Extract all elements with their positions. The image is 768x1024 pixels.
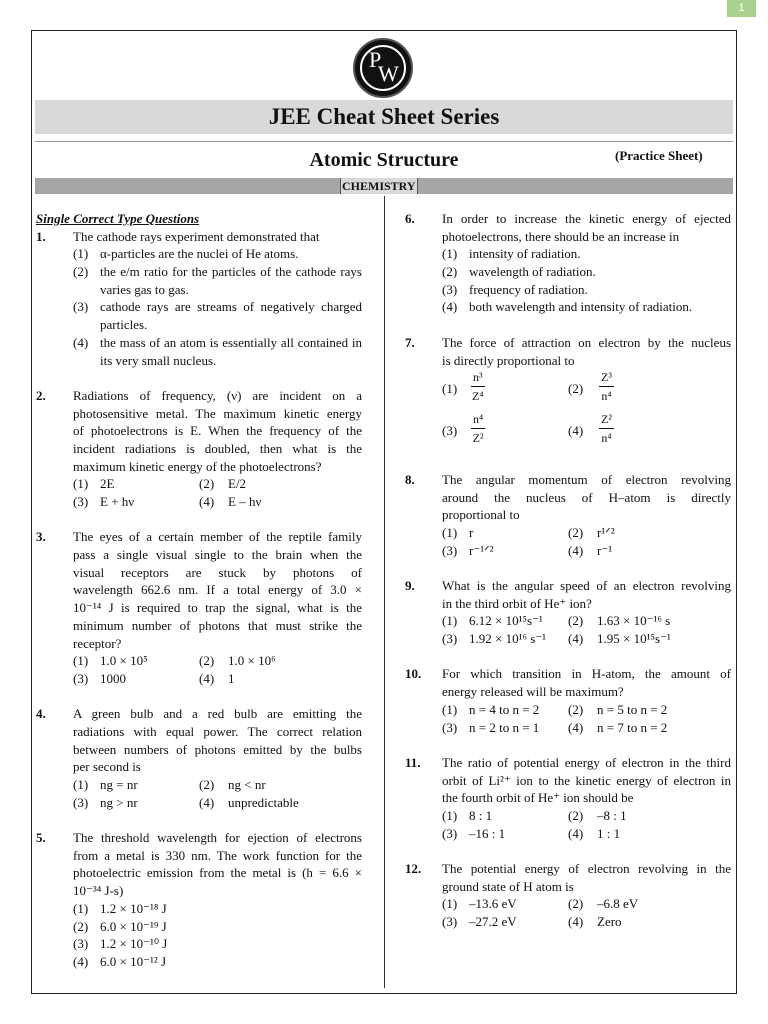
question-line: photoelectric emission from the metal is (h = 6.6 × — [73, 865, 362, 881]
logo-letter-p: P — [369, 47, 382, 72]
subject-label: CHEMISTRY — [342, 179, 416, 193]
option: (2) 6.0 × 10⁻¹⁹ J — [73, 918, 167, 934]
question-line: proportional to — [442, 507, 520, 523]
practice-label: (Practice Sheet) — [615, 148, 703, 163]
option: (1) α-particles are the nuclei of He atoms. — [73, 246, 299, 262]
question-line: incident radiations is doubled, then what is the — [73, 440, 362, 456]
question-3: 3. The eyes of a certain member of the reptile family — [36, 529, 362, 545]
header-divider — [35, 141, 733, 142]
question-5: 5. The threshold wavelength for ejection of electrons — [36, 830, 362, 846]
question-6: 6. In order to increase the kinetic energy of ejected — [405, 211, 731, 226]
logo-letter-w: W — [378, 61, 399, 86]
fraction-options: (1) $\frac{\text{n³}}{\text{Z⁴}}$ (2) $\frac{\text{Z³}}{\text{n⁴}}$ — [442, 370, 612, 404]
option-row: (1) n = 4 to n = 2 (2) n = 5 to n = 2 — [442, 701, 668, 717]
question-line: photoelectrons, there should be an increase in — [442, 228, 680, 244]
question-8: 8. The angular momentum of electron revolving — [405, 471, 731, 487]
topic-title: Atomic Structure — [309, 149, 459, 171]
question-line: minimum number of photons that must strike the — [73, 617, 362, 633]
option-row: (1) 6.12 × 10¹⁵s⁻¹ (2) 1.63 × 10⁻¹⁶ s — [442, 613, 671, 629]
option-continued: varies gas to gas. — [100, 281, 189, 297]
page-number: 1 — [727, 0, 756, 17]
question-line: ground state of H atom is — [442, 878, 574, 894]
section-heading: Single Correct Type Questions — [36, 211, 200, 226]
question-line: 10⁻¹⁴ J is required to trap the signal, what is the — [73, 600, 362, 616]
question-line: around the nucleus of H–atom is directly — [442, 489, 731, 505]
option: (2) wavelength of radiation. — [442, 264, 596, 280]
question-line: visual receptors are stuck by photons of — [73, 564, 362, 580]
option-row: (1) 2E (2) E/2 — [73, 476, 247, 492]
option-row: (1) r (2) r¹ᐟ² — [442, 524, 615, 540]
fraction: $\frac{\text{Z³}}{\text{n⁴}}$ — [601, 370, 612, 404]
pw-logo — [353, 38, 413, 98]
question-line: photosensitive metal. The maximum kinetic energy — [73, 405, 362, 421]
option-row: (1) –13.6 eV (2) –6.8 eV — [442, 896, 639, 912]
question-line: in the third orbit of He⁺ ion? — [442, 595, 592, 611]
series-title: JEE Cheat Sheet Series — [35, 100, 733, 134]
option-row: (3) E + hν (4) E – hν — [73, 494, 262, 509]
option: (4) the mass of an atom is essentially all contained in — [73, 334, 362, 350]
right-column — [405, 210, 731, 931]
option-row: (3) 1000 (4) 1 — [73, 670, 235, 686]
question-9: 9. What is the angular speed of an electron revolving — [405, 578, 731, 593]
option-row: (3) r⁻¹ᐟ² (4) r⁻¹ — [442, 542, 613, 558]
fraction: $\frac{\text{Z²}}{\text{n⁴}}$ — [601, 412, 612, 446]
column-divider — [384, 196, 385, 988]
question-7: 7. The force of attraction on electron by the nucleus — [405, 334, 731, 350]
question-line: pass a single visual single to the brain when the — [73, 547, 362, 563]
option: (1) intensity of radiation. — [442, 246, 581, 262]
option-row: (3) 1.92 × 10¹⁶ s⁻¹ (4) 1.95 × 10¹⁵s⁻¹ — [442, 631, 671, 647]
option-row: (1) 8 : 1 (2) –8 : 1 — [442, 807, 627, 823]
option: (3) cathode rays are streams of negatively charged — [73, 299, 362, 315]
option-row: (3) –27.2 eV (4) Zero — [442, 914, 622, 930]
option-continued: particles. — [100, 317, 148, 333]
question-line: orbit of Li²⁺ ion to the kinetic energy of electron in — [442, 772, 731, 788]
question-line: maximum kinetic energy of the photoelectrons? — [73, 458, 322, 474]
option-row: (1) 1.0 × 10⁵ (2) 1.0 × 10⁶ — [73, 653, 276, 669]
option-row: (3) ng > nr (4) unpredictable — [73, 794, 299, 810]
fraction: $\frac{\text{n⁴}}{\text{Z²}}$ — [472, 412, 484, 446]
option: (3) frequency of radiation. — [442, 281, 588, 297]
question-line: between numbers of photons emitted by the bulbs — [73, 741, 362, 757]
question-11: 11. The ratio of potential energy of electron in the third — [405, 754, 731, 770]
question-line: per second is — [73, 759, 141, 775]
question-12: 12. The potential energy of electron revolving in the — [405, 861, 731, 876]
question-line: is directly proportional to — [442, 352, 575, 368]
question-2: 2. Radiations of frequency, (ν) are incident on a — [36, 387, 362, 403]
question-line: of photoelectrons is E. When the frequency of the — [73, 423, 362, 439]
fraction: $\frac{\text{n³}}{\text{Z⁴}}$ — [472, 370, 484, 404]
option: (3) 1.2 × 10⁻¹⁰ J — [73, 936, 168, 952]
option-row: (3) –16 : 1 (4) 1 : 1 — [442, 825, 621, 841]
question-line: energy released will be maximum? — [442, 684, 624, 700]
option: (4) both wavelength and intensity of radiation. — [442, 299, 693, 315]
option-continued: its very small nucleus. — [100, 352, 217, 368]
option: (2) the e/m ratio for the particles of the cathode rays — [73, 264, 362, 280]
question-4: 4. A green bulb and a red bulb are emitting the — [36, 706, 362, 722]
question-10: 10. For which transition in H-atom, the amount of — [405, 666, 731, 682]
option-row: (3) n = 2 to n = 1 (4) n = 7 to n = 2 — [442, 719, 668, 735]
fraction-options: (3) $\frac{\text{n⁴}}{\text{Z²}}$ (4) $\frac{\text{Z²}}{\text{n⁴}}$ — [442, 412, 612, 446]
option: (1) 1.2 × 10⁻¹⁸ J — [73, 900, 167, 916]
left-column — [36, 210, 362, 971]
question-line: radiations with equal power. The correct relation — [73, 723, 362, 739]
option: (4) 6.0 × 10⁻¹² J — [73, 953, 167, 969]
question-line: the fourth orbit of He⁺ ion should be — [442, 790, 634, 806]
option-row: (1) ng = nr (2) ng < nr — [73, 777, 266, 792]
question-line: receptor? — [73, 635, 122, 651]
question-line: wavelength 662.6 nm. If a total energy of 3.0 × — [73, 582, 362, 598]
question-1: 1. The cathode rays experiment demonstrated that — [36, 228, 320, 244]
question-line: from a metal is 330 nm. The work function for the — [73, 847, 362, 863]
question-line: 10⁻³⁴ J-s) — [73, 883, 124, 899]
